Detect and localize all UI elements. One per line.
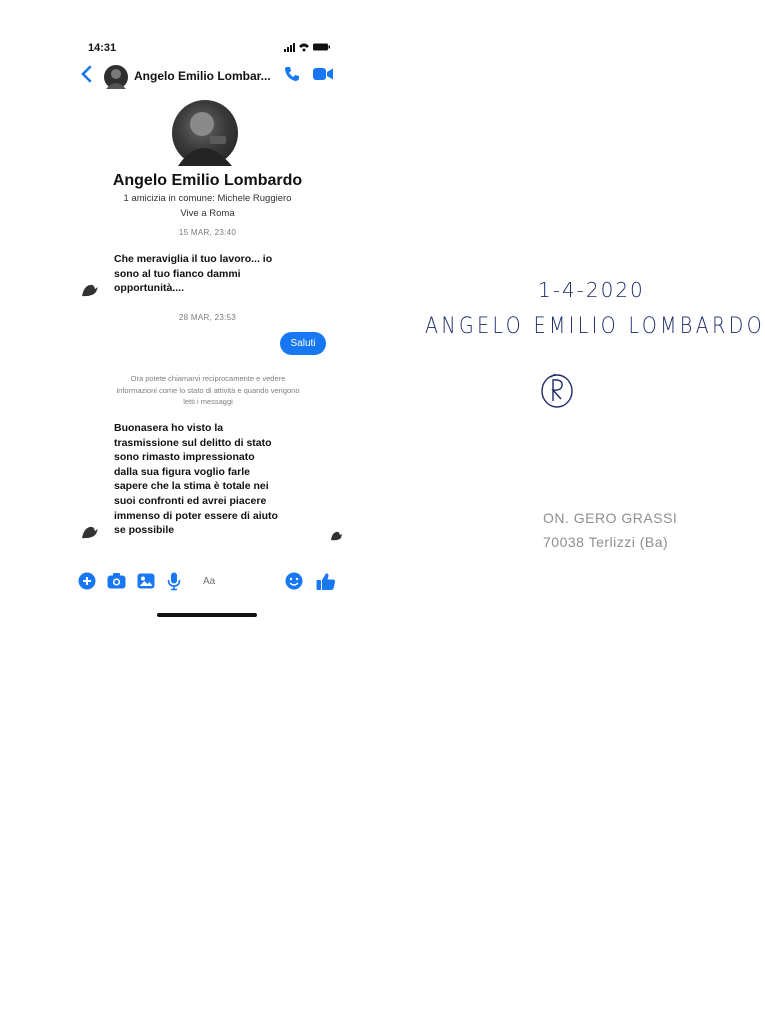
message-line: sono al tuo fianco dammi — [114, 267, 241, 280]
profile-name: Angelo Emilio Lombardo — [112, 172, 303, 189]
message-line: immenso di poter essere di aiuto — [114, 509, 278, 522]
message-timestamp: 15 MAR, 23:40 — [178, 228, 237, 237]
gallery-icon[interactable] — [137, 572, 155, 590]
mutual-friends[interactable]: 1 amicizia in comune: Michele Ruggiero — [123, 193, 292, 204]
phone-icon[interactable] — [283, 65, 301, 83]
profile-photo[interactable] — [172, 100, 238, 166]
messenger-screenshot — [70, 30, 345, 630]
handwritten-name: ANGELO EMILIO LOMBARDO — [425, 314, 765, 339]
handwritten-initial-icon — [539, 371, 575, 409]
camera-icon[interactable] — [107, 572, 126, 590]
seen-indicator-avatar — [330, 530, 342, 541]
thumbs-up-icon[interactable] — [316, 572, 336, 591]
message-line: suoi confronti ed avrei piacere — [114, 494, 267, 507]
profile-location: Vive a Roma — [180, 208, 235, 219]
message-line: se possibile — [114, 524, 175, 537]
home-indicator[interactable] — [157, 613, 257, 617]
header-avatar[interactable] — [104, 65, 128, 89]
contact-info-notice — [85, 373, 331, 408]
message-line: sono rimasto impressionato — [114, 451, 255, 464]
stamp-address: 70038 Terlizzi (Ba) — [543, 534, 669, 550]
microphone-icon[interactable] — [167, 572, 181, 590]
message-line: dalla sua figura voglio farle — [114, 465, 250, 478]
notice-line: informazioni come lo stato di attività e quando vengono — [116, 385, 300, 395]
status-time: 14:31 — [88, 42, 117, 54]
received-message[interactable] — [114, 421, 278, 538]
chevron-left-icon[interactable] — [80, 65, 94, 83]
notice-line: Ora potete chiamarvi reciprocamente e vedere — [130, 374, 286, 383]
plus-icon[interactable] — [78, 572, 96, 590]
message-composer — [78, 572, 340, 594]
message-input[interactable]: Aa — [203, 576, 216, 587]
video-camera-icon[interactable] — [313, 67, 333, 81]
received-message[interactable] — [114, 252, 272, 296]
message-line: trasmissione sul delitto di stato — [114, 436, 272, 449]
message-line: Buonasera ho visto la — [114, 422, 224, 434]
handwritten-date: 1-4-2020 — [538, 278, 645, 302]
sent-message-bubble[interactable]: Saluti — [280, 332, 326, 355]
sender-avatar[interactable] — [80, 282, 100, 298]
header-contact-name[interactable]: Angelo Emilio Lombar... — [134, 69, 271, 83]
sender-avatar[interactable] — [80, 524, 100, 540]
notice-line: letti i messaggi — [183, 397, 233, 406]
emoji-icon[interactable] — [285, 572, 303, 590]
message-line: opportunità.... — [114, 282, 184, 295]
message-line: sapere che la stima è totale nei — [114, 480, 269, 493]
message-line: Che meraviglia il tuo lavoro... io — [114, 253, 273, 265]
stamp-name: ON. GERO GRASSI — [543, 510, 678, 526]
status-icons — [284, 42, 332, 52]
message-timestamp: 28 MAR, 23:53 — [178, 313, 237, 322]
